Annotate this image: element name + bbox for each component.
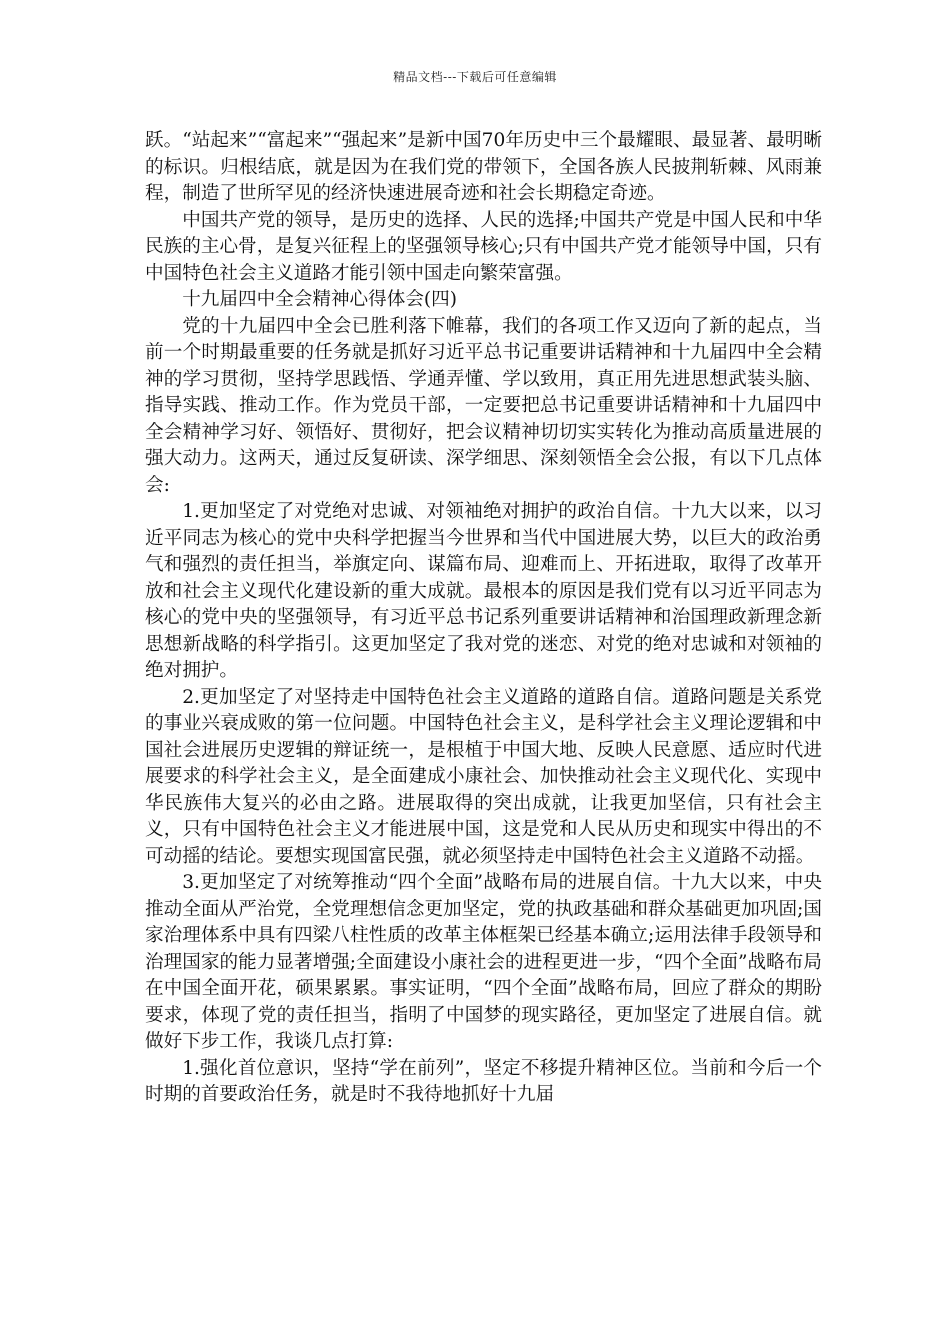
paragraph-continuation: 跃。“站起来”“富起来”“强起来”是新中国70年历史中三个最耀眼、最显著、最明晰的标识。归根结底，就是因为在我们党的带领下，全国各族人民披荆斩棘、风雨兼程，制造了世所罕见的经济快速进展奇迹和社会长期稳定奇迹。 [145, 130, 822, 204]
paragraph: 中国共产党的领导，是历史的选择、人民的选择;中国共产党是中国人民和中华民族的主心骨，是复兴征程上的坚强领导核心;只有中国共产党才能领导中国，只有中国特色社会主义道路才能引领中国走向繁荣富强。 [145, 209, 822, 284]
paragraph-point-3: 3.更加坚定了对统筹推动“四个全面”战略布局的进展自信。十九大以来，中央推动全面从严治党，全党理想信念更加坚定，党的执政基础和群众基础更加巩固;国家治理体系中具有四梁八柱性质的改革主体框架已经基本确立;运用法律手段领导和治理国家的能力显著增强;全面建设小康社会的进程更进一步，“四个全面”战略布局在中国全面开花，硕果累累。事实证明，“四个全面”战略布局，回应了群众的期盼要求，体现了党的责任担当，指明了中国梦的现实路径，更加坚定了进展自信。就做好下步工作，我谈几点打算: [145, 872, 822, 1052]
section-heading: 十九届四中全会精神心得体会(四) [182, 289, 458, 310]
paragraph: 党的十九届四中全会已胜利落下帷幕，我们的各项工作又迈向了新的起点，当前一个时期最重要的任务就是抓好习近平总书记重要讲话精神和十九届四中全会精神的学习贯彻，坚持学思践悟、学通弄懂、学以致用，真正用先进思想武装头脑、指导实践、推动工作。作为党员干部，一定要把总书记重要讲话精神和十九届四中全会精神学习好、领悟好、贯彻好，把会议精神切切实实转化为推动高质量进展的强大动力。这两天，通过反复研读、深学细思、深刻领悟全会公报，有以下几点体会: [145, 315, 822, 496]
paragraph-point-1: 1.更加坚定了对党绝对忠诚、对领袖绝对拥护的政治自信。十九大以来，以习近平同志为核心的党中央科学把握当今世界和当代中国进展大势，以巨大的政治勇气和强烈的责任担当，举旗定向、谋篇布局、迎难而上、开拓进取，取得了改革开放和社会主义现代化建设新的重大成就。最根本的原因是我们党有以习近平同志为核心的党中央的坚强领导，有习近平总书记系列重要讲话精神和治国理政新理念新思想新战略的科学指引。这更加坚定了我对党的迷恋、对党的绝对忠诚和对领袖的绝对拥护。 [145, 501, 822, 681]
page-header: 精品文档---下载后可任意编辑 [393, 70, 557, 84]
paragraph-point-2: 2.更加坚定了对坚持走中国特色社会主义道路的道路自信。道路问题是关系党的事业兴衰成败的第一位问题。中国特色社会主义，是科学社会主义理论逻辑和中国社会进展历史逻辑的辩证统一，是根植于中国大地、反映人民意愿、适应时代进展要求的科学社会主义，是全面建成小康社会、加快推动社会主义现代化、实现中华民族伟大复兴的必由之路。进展取得的突出成就，让我更加坚信，只有社会主义，只有中国特色社会主义才能进展中国，这是党和人民从历史和现实中得出的不可动摇的结论。要想实现国富民强，就必须坚持走中国特色社会主义道路不动摇。 [145, 686, 822, 867]
paragraph-plan-1: 1.强化首位意识，坚持“学在前列”，坚定不移提升精神区位。当前和今后一个时期的首要政治任务，就是时不我待地抓好十九届 [145, 1057, 822, 1105]
document-body [145, 128, 822, 1109]
